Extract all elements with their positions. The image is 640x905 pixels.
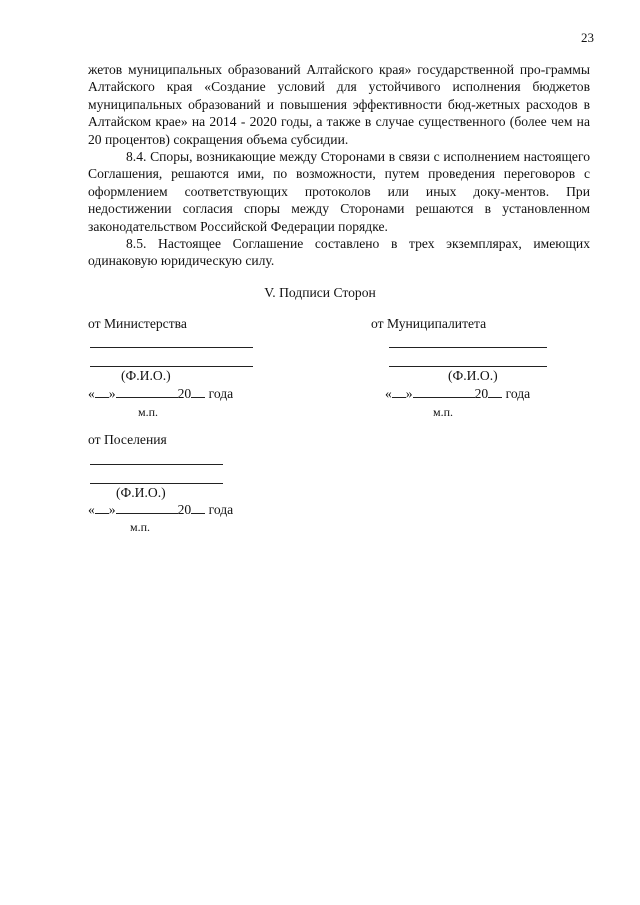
paragraph-8-5: 8.5. Настоящее Соглашение составлено в трех экземплярах, имеющих одинаковую юридическую силу. [88,236,590,269]
stamp-place: м.п. [433,405,454,419]
signature-block-settlement [88,432,268,542]
date-year-prefix: 20 [474,386,489,401]
paragraph-continuation: жетов муниципальных образований Алтайского края» государственной про-граммы Алтайского края «Создание условий для устойчивого исполнения бюджетов муниципальных образований и повышения эффективности бюд-жетных расходов в Алтайском крае» на 2014 - 2020 годы, а также в случае существенного (более чем на 20 процентов) сокращения объема субсидии. [88,62,590,147]
signature-label: от Поселения [88,432,167,447]
page-number: 23 [581,30,594,45]
signature-line [90,464,223,465]
fio-caption: (Ф.И.О.) [121,368,171,383]
fio-caption: (Ф.И.О.) [116,485,166,500]
signature-label: от Муниципалитета [371,316,487,331]
date-suffix: года [208,386,234,401]
date-suffix: года [505,386,531,401]
date-year-prefix: 20 [177,502,192,517]
stamp-place: м.п. [130,520,151,534]
signature-line [389,347,547,348]
section-title: V. Подписи Сторон [264,285,376,300]
date-quote-open: « [88,386,95,401]
date-suffix: года [208,502,234,517]
stamp-place: м.п. [138,405,159,419]
date-line [88,385,233,402]
date-quote-close: » [108,386,116,401]
date-line [385,385,530,402]
fio-caption: (Ф.И.О.) [448,368,498,383]
date-quote-open: « [385,386,392,401]
name-line [90,483,223,484]
date-quote-open: « [88,502,95,517]
paragraph-8-4: 8.4. Споры, возникающие между Сторонами в связи с исполнением настоящего Соглашения, решаются ими, по возможности, путем проведения переговоров с оформлением соответствующих протоколов или иных доку-ментов. При недостижении согласия споры между Сторонами решаются в установленном законодательством Российской Федерации порядке. [88,149,590,234]
name-line [389,366,547,367]
date-quote-close: » [405,386,413,401]
date-line [88,501,233,518]
signature-label: от Министерства [88,316,187,331]
signature-block-municipality [371,316,561,426]
name-line [90,366,253,367]
signature-line [90,347,253,348]
body-text [88,61,590,270]
date-quote-close: » [108,502,116,517]
date-year-prefix: 20 [177,386,192,401]
signature-block-ministry [88,316,268,426]
